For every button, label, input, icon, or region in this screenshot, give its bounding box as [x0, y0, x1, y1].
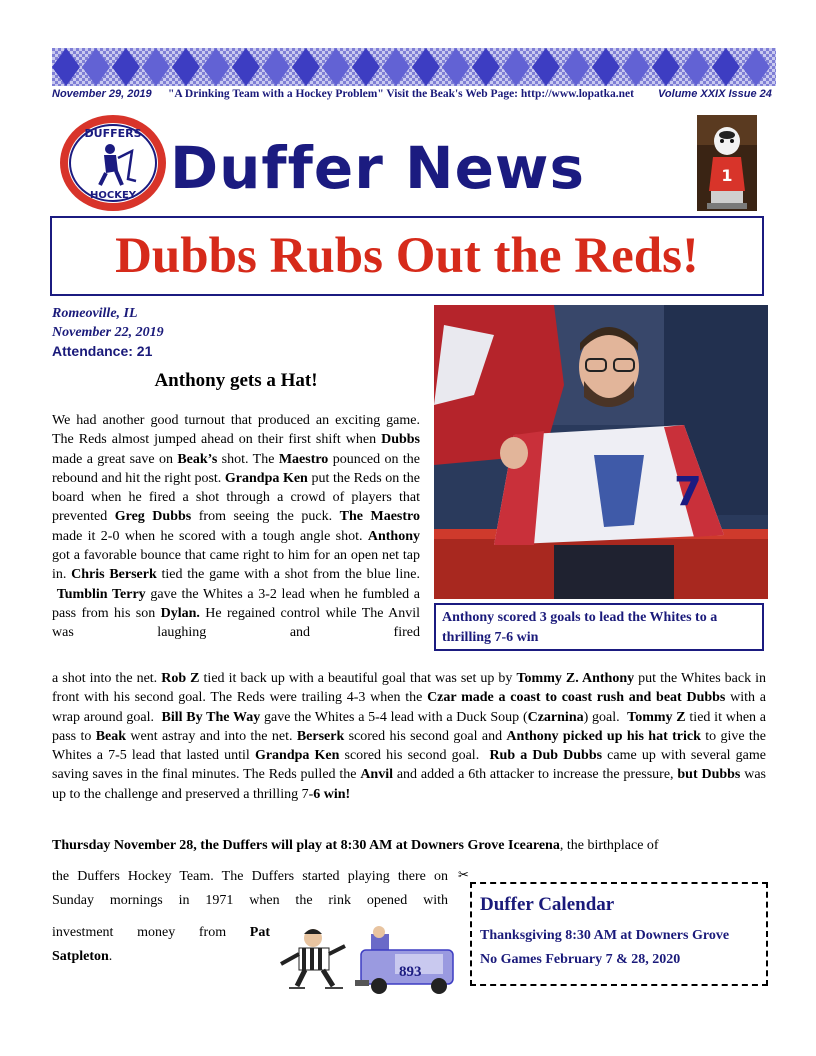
header-banner	[52, 48, 776, 86]
attendance: Attendance: 21	[52, 343, 153, 359]
svg-text:DUFFERS: DUFFERS	[84, 127, 142, 140]
calendar-title: Duffer Calendar	[480, 894, 615, 915]
article-paragraph-1: We had another good turnout that produced an exciting game. The Reds almost jumped ahead on their first shift when Dubbs made a great save on Beak’s shot. The Maestro pounced on the rebound and hit the right post. Grandpa Ken put the Reds on the board when he fired a shot through a crowd of players that prevented Greg Dubbs from seeing the puck. The Maestro made it 2-0 when he scored with a tough angle shot. Anthony got a favorable bounce that came right to him for an open net tap in. Chris Berserk tied the game with a shot from the blue line. Tumblin Terry gave the Whites a 3-2 lead when he fumbled a pass from his son Dylan. He regained control while The Anvil was laughing and fired	[52, 413, 421, 641]
tagline: "A Drinking Team with a Hockey Problem" Visit the Beak's Web Page: http://www.lopatka.net	[168, 88, 634, 100]
player-photo	[434, 305, 768, 599]
dateline-location: Romeoville, IL	[52, 306, 138, 321]
calendar-item: Thanksgiving 8:30 AM at Downers Grove	[480, 928, 730, 943]
article-subhead: Anthony gets a Hat!	[154, 370, 318, 391]
masthead-title: Duffer News	[170, 134, 586, 202]
headline: Dubbs Rubs Out the Reds!	[115, 228, 699, 284]
referee-zamboni-cartoon	[275, 924, 463, 996]
calendar-item: No Games February 7 & 28, 2020	[480, 952, 681, 967]
mascot-photo	[697, 115, 757, 211]
svg-text:893: 893	[399, 964, 422, 980]
volume-issue: Volume XXIX Issue 24	[658, 88, 772, 100]
svg-text:1: 1	[721, 166, 733, 185]
duffer-calendar	[470, 882, 768, 986]
article-paragraph-3: Thursday November 28, the Duffers will play at 8:30 AM at Downers Grove Icearena, the birthplace of	[52, 838, 659, 853]
article-paragraph-2: a shot into the net. Rob Z tied it back up with a beautiful goal that was set up by Tommy Z. Anthony put the Whites back in front with his second goal. The Reds were trailing 4-3 when the Czar made a coast to coast rush and beat Dubbs with a wrap around goal. Bill By The Way gave the Whites a 5-4 lead with a Duck Soup (Czarnina) goal. Tommy Z tied it when a pass to Beak went astray and into the net. Berserk scored his second goal and Anthony picked up his hat trick to give the Whites a 7-5 lead that lasted until Grandpa Ken scored his second goal. Rub a Dub Dubbs came up with several game saving saves in the final minutes. The Reds pulled the Anvil and added a 6th attacker to increase the pressure, but Dubbs was up to the challenge and preserved a thrilling 7-6 win!	[52, 671, 767, 802]
photo-caption: Anthony scored 3 goals to lead the Whites to a thrilling 7-6 win	[434, 603, 764, 651]
issue-date: November 29, 2019	[52, 88, 152, 100]
duffers-hockey-logo	[58, 113, 168, 213]
scissors-icon: ✂	[458, 868, 469, 883]
svg-text:HOCKEY: HOCKEY	[89, 190, 137, 201]
headline-box	[50, 216, 764, 296]
article-paragraph-4: the Duffers Hockey Team. The Duffers started playing there on Sunday mornings in 1971 when the rink opened with investment money from Pat Satpleton.	[52, 869, 448, 964]
svg-text:7: 7	[674, 469, 702, 515]
dateline-date: November 22, 2019	[52, 325, 164, 340]
